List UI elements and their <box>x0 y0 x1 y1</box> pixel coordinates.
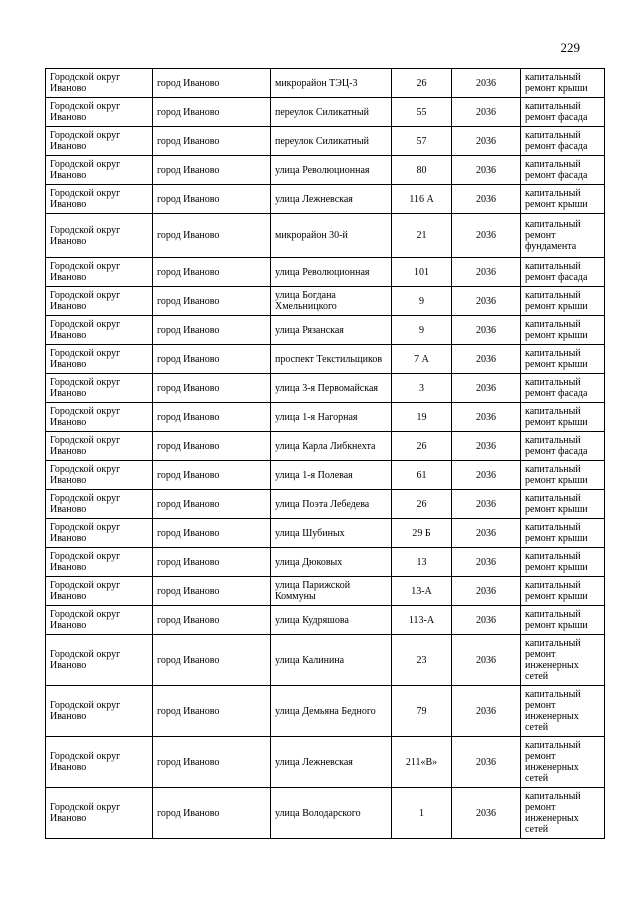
municipality-cell: Городской округ Иваново <box>46 788 153 839</box>
house-number-cell: 26 <box>392 69 452 98</box>
work-type-cell: капитальный ремонт крыши <box>521 185 605 214</box>
city-cell: город Иваново <box>153 374 271 403</box>
year-cell: 2036 <box>452 432 521 461</box>
work-type-cell: капитальный ремонт фасада <box>521 432 605 461</box>
year-cell: 2036 <box>452 258 521 287</box>
city-cell: город Иваново <box>153 258 271 287</box>
year-cell: 2036 <box>452 461 521 490</box>
house-number-cell: 116 А <box>392 185 452 214</box>
work-type-cell: капитальный ремонт фасада <box>521 127 605 156</box>
work-type-cell: капитальный ремонт крыши <box>521 577 605 606</box>
house-number-cell: 26 <box>392 432 452 461</box>
work-type-cell: капитальный ремонт крыши <box>521 490 605 519</box>
municipality-cell: Городской округ Иваново <box>46 316 153 345</box>
house-number-cell: 7 А <box>392 345 452 374</box>
year-cell: 2036 <box>452 127 521 156</box>
table-row <box>46 185 605 214</box>
house-number-cell: 57 <box>392 127 452 156</box>
municipality-cell: Городской округ Иваново <box>46 258 153 287</box>
table-row <box>46 287 605 316</box>
street-cell: микрорайон 30-й <box>271 214 392 258</box>
table-row <box>46 374 605 403</box>
city-cell: город Иваново <box>153 156 271 185</box>
street-cell: улица Карла Либкнехта <box>271 432 392 461</box>
municipality-cell: Городской округ Иваново <box>46 461 153 490</box>
municipality-cell: Городской округ Иваново <box>46 214 153 258</box>
repair-schedule-table <box>45 68 605 839</box>
street-cell: улица Богдана Хмельницкого <box>271 287 392 316</box>
street-cell: проспект Текстильщиков <box>271 345 392 374</box>
work-type-cell: капитальный ремонт крыши <box>521 519 605 548</box>
table-row <box>46 69 605 98</box>
house-number-cell: 61 <box>392 461 452 490</box>
street-cell: улица Володарского <box>271 788 392 839</box>
street-cell: улица Дюковых <box>271 548 392 577</box>
year-cell: 2036 <box>452 788 521 839</box>
house-number-cell: 19 <box>392 403 452 432</box>
table-row <box>46 686 605 737</box>
municipality-cell: Городской округ Иваново <box>46 345 153 374</box>
city-cell: город Иваново <box>153 316 271 345</box>
work-type-cell: капитальный ремонт крыши <box>521 316 605 345</box>
table-row <box>46 258 605 287</box>
work-type-cell: капитальный ремонт фасада <box>521 374 605 403</box>
work-type-cell: капитальный ремонт инженерных сетей <box>521 788 605 839</box>
year-cell: 2036 <box>452 214 521 258</box>
municipality-cell: Городской округ Иваново <box>46 490 153 519</box>
house-number-cell: 3 <box>392 374 452 403</box>
table-row <box>46 606 605 635</box>
table-body <box>46 69 605 839</box>
house-number-cell: 101 <box>392 258 452 287</box>
house-number-cell: 21 <box>392 214 452 258</box>
year-cell: 2036 <box>452 548 521 577</box>
table-row <box>46 635 605 686</box>
city-cell: город Иваново <box>153 461 271 490</box>
table-row <box>46 788 605 839</box>
work-type-cell: капитальный ремонт инженерных сетей <box>521 737 605 788</box>
house-number-cell: 9 <box>392 316 452 345</box>
year-cell: 2036 <box>452 737 521 788</box>
table-row <box>46 403 605 432</box>
city-cell: город Иваново <box>153 69 271 98</box>
year-cell: 2036 <box>452 403 521 432</box>
work-type-cell: капитальный ремонт крыши <box>521 69 605 98</box>
house-number-cell: 29 Б <box>392 519 452 548</box>
table-row <box>46 490 605 519</box>
work-type-cell: капитальный ремонт фасада <box>521 98 605 127</box>
house-number-cell: 79 <box>392 686 452 737</box>
street-cell: улица Поэта Лебедева <box>271 490 392 519</box>
house-number-cell: 23 <box>392 635 452 686</box>
municipality-cell: Городской округ Иваново <box>46 737 153 788</box>
work-type-cell: капитальный ремонт инженерных сетей <box>521 686 605 737</box>
city-cell: город Иваново <box>153 214 271 258</box>
work-type-cell: капитальный ремонт инженерных сетей <box>521 635 605 686</box>
street-cell: улица 1-я Полевая <box>271 461 392 490</box>
page-number: 229 <box>560 40 580 55</box>
house-number-cell: 9 <box>392 287 452 316</box>
city-cell: город Иваново <box>153 127 271 156</box>
year-cell: 2036 <box>452 606 521 635</box>
city-cell: город Иваново <box>153 98 271 127</box>
street-cell: переулок Силикатный <box>271 98 392 127</box>
work-type-cell: капитальный ремонт крыши <box>521 461 605 490</box>
year-cell: 2036 <box>452 577 521 606</box>
street-cell: улица Революционная <box>271 156 392 185</box>
year-cell: 2036 <box>452 686 521 737</box>
municipality-cell: Городской округ Иваново <box>46 519 153 548</box>
house-number-cell: 1 <box>392 788 452 839</box>
street-cell: улица Революционная <box>271 258 392 287</box>
year-cell: 2036 <box>452 185 521 214</box>
city-cell: город Иваново <box>153 788 271 839</box>
table-row <box>46 737 605 788</box>
city-cell: город Иваново <box>153 490 271 519</box>
city-cell: город Иваново <box>153 686 271 737</box>
street-cell: улица 3-я Первомайская <box>271 374 392 403</box>
municipality-cell: Городской округ Иваново <box>46 686 153 737</box>
year-cell: 2036 <box>452 69 521 98</box>
year-cell: 2036 <box>452 519 521 548</box>
table-row <box>46 316 605 345</box>
table-row <box>46 577 605 606</box>
municipality-cell: Городской округ Иваново <box>46 156 153 185</box>
municipality-cell: Городской округ Иваново <box>46 577 153 606</box>
year-cell: 2036 <box>452 635 521 686</box>
house-number-cell: 211«В» <box>392 737 452 788</box>
table-row <box>46 519 605 548</box>
city-cell: город Иваново <box>153 432 271 461</box>
municipality-cell: Городской округ Иваново <box>46 287 153 316</box>
year-cell: 2036 <box>452 316 521 345</box>
house-number-cell: 13 <box>392 548 452 577</box>
house-number-cell: 80 <box>392 156 452 185</box>
house-number-cell: 55 <box>392 98 452 127</box>
street-cell: улица Демьяна Бедного <box>271 686 392 737</box>
year-cell: 2036 <box>452 374 521 403</box>
work-type-cell: капитальный ремонт крыши <box>521 345 605 374</box>
street-cell: улица Рязанская <box>271 316 392 345</box>
street-cell: улица Калинина <box>271 635 392 686</box>
municipality-cell: Городской округ Иваново <box>46 185 153 214</box>
city-cell: город Иваново <box>153 185 271 214</box>
municipality-cell: Городской округ Иваново <box>46 606 153 635</box>
city-cell: город Иваново <box>153 635 271 686</box>
city-cell: город Иваново <box>153 287 271 316</box>
street-cell: улица 1-я Нагорная <box>271 403 392 432</box>
work-type-cell: капитальный ремонт крыши <box>521 403 605 432</box>
table-row <box>46 156 605 185</box>
work-type-cell: капитальный ремонт крыши <box>521 548 605 577</box>
municipality-cell: Городской округ Иваново <box>46 432 153 461</box>
house-number-cell: 13-А <box>392 577 452 606</box>
municipality-cell: Городской округ Иваново <box>46 98 153 127</box>
street-cell: улица Лежневская <box>271 737 392 788</box>
house-number-cell: 26 <box>392 490 452 519</box>
work-type-cell: капитальный ремонт фундамента <box>521 214 605 258</box>
street-cell: улица Кудряшова <box>271 606 392 635</box>
city-cell: город Иваново <box>153 606 271 635</box>
municipality-cell: Городской округ Иваново <box>46 69 153 98</box>
city-cell: город Иваново <box>153 345 271 374</box>
year-cell: 2036 <box>452 287 521 316</box>
house-number-cell: 113-А <box>392 606 452 635</box>
table-row <box>46 432 605 461</box>
city-cell: город Иваново <box>153 403 271 432</box>
work-type-cell: капитальный ремонт фасада <box>521 156 605 185</box>
street-cell: переулок Силикатный <box>271 127 392 156</box>
year-cell: 2036 <box>452 345 521 374</box>
municipality-cell: Городской округ Иваново <box>46 374 153 403</box>
table-row <box>46 214 605 258</box>
table-row <box>46 461 605 490</box>
work-type-cell: капитальный ремонт крыши <box>521 606 605 635</box>
municipality-cell: Городской округ Иваново <box>46 635 153 686</box>
street-cell: микрорайон ТЭЦ-3 <box>271 69 392 98</box>
year-cell: 2036 <box>452 156 521 185</box>
street-cell: улица Лежневская <box>271 185 392 214</box>
work-type-cell: капитальный ремонт крыши <box>521 287 605 316</box>
work-type-cell: капитальный ремонт фасада <box>521 258 605 287</box>
table-row <box>46 127 605 156</box>
table-row <box>46 98 605 127</box>
street-cell: улица Шубиных <box>271 519 392 548</box>
municipality-cell: Городской округ Иваново <box>46 403 153 432</box>
table-row <box>46 345 605 374</box>
year-cell: 2036 <box>452 98 521 127</box>
street-cell: улица Парижской Коммуны <box>271 577 392 606</box>
table-row <box>46 548 605 577</box>
year-cell: 2036 <box>452 490 521 519</box>
city-cell: город Иваново <box>153 548 271 577</box>
municipality-cell: Городской округ Иваново <box>46 127 153 156</box>
city-cell: город Иваново <box>153 577 271 606</box>
municipality-cell: Городской округ Иваново <box>46 548 153 577</box>
city-cell: город Иваново <box>153 519 271 548</box>
city-cell: город Иваново <box>153 737 271 788</box>
